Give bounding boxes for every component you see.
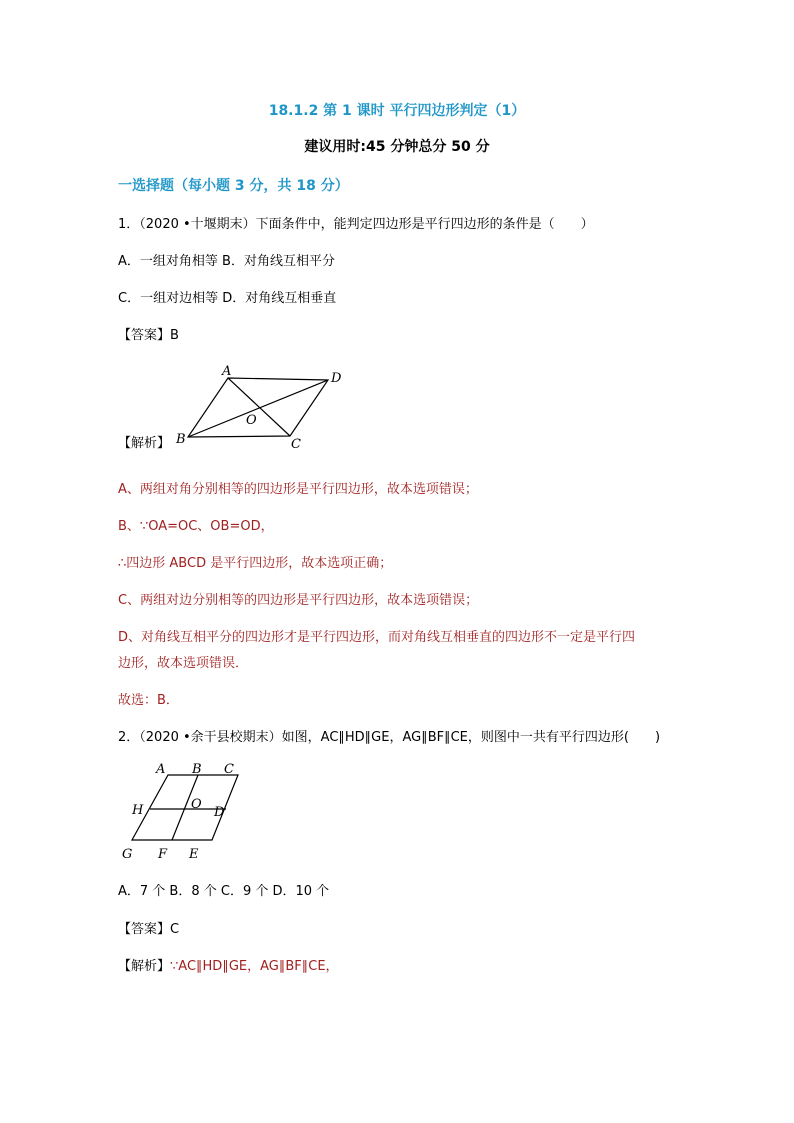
q1-options-line2: C．一组对边相等 D．对角线互相垂直 bbox=[118, 291, 337, 306]
q1-label-a: A bbox=[222, 364, 232, 379]
q2-options: A．7 个 B．8 个 C．9 个 D．10 个 bbox=[118, 884, 330, 899]
q1-analysis-line: A、两组对角分别相等的四边形是平行四边形，故本选项错误； bbox=[118, 482, 478, 497]
q2-label-d: D bbox=[214, 805, 225, 820]
q1-label-b: B bbox=[176, 432, 186, 447]
q1-options-line1: A．一组对角相等 B．对角线互相平分 bbox=[118, 254, 335, 269]
q1-label-c: C bbox=[291, 437, 301, 452]
q2-label-a: A bbox=[156, 762, 166, 777]
q1-analysis-line: C、两组对边分别相等的四边形是平行四边形，故本选项错误； bbox=[118, 593, 479, 608]
q1-answer-value: B bbox=[170, 328, 179, 343]
q2-label-g: G bbox=[122, 847, 133, 862]
q1-answer bbox=[118, 324, 179, 343]
q2-grid-figure bbox=[118, 758, 258, 868]
q1-analysis-line: D、对角线互相平分的四边形才是平行四边形，而对角线互相垂直的四边形不一定是平行四 bbox=[118, 630, 636, 645]
q1-analysis-line: 边形，故本选项错误． bbox=[118, 656, 249, 671]
q2-answer-label: 【答案】 bbox=[118, 922, 171, 937]
q2-label-b: B bbox=[192, 762, 202, 777]
q1-analysis-line: ∴四边形 ABCD 是平行四边形，故本选项正确； bbox=[118, 556, 393, 571]
q2-analysis-label: 【解析】 bbox=[118, 959, 171, 974]
q2-analysis bbox=[118, 955, 339, 974]
q2-label-c: C bbox=[224, 762, 234, 777]
q2-answer-value: C bbox=[170, 922, 180, 937]
q1-conclusion: 故选：B． bbox=[118, 693, 179, 708]
q2-label-f: F bbox=[158, 847, 168, 862]
q2-stem: 2．（2020 •余干县校期末）如图，AC∥HD∥GE，AG∥BF∥CE，则图中一共有平行四边形( ) bbox=[118, 730, 661, 745]
q2-answer bbox=[118, 918, 179, 937]
q1-analysis-label: 【解析】 bbox=[118, 436, 171, 451]
q2-label-h: H bbox=[132, 803, 144, 818]
q1-answer-label: 【答案】 bbox=[118, 328, 171, 343]
q1-label-d: D bbox=[331, 371, 342, 386]
q2-analysis-first: ∵AC∥HD∥GE，AG∥BF∥CE， bbox=[170, 959, 339, 974]
page-subtitle: 建议用时:45 分钟总分 50 分 bbox=[304, 139, 490, 155]
q1-diagonal-ac bbox=[228, 378, 290, 436]
q1-diagonal-bd bbox=[188, 380, 328, 437]
section-heading: 一选择题（每小题 3 分，共 18 分） bbox=[118, 178, 349, 194]
q1-label-o: O bbox=[246, 413, 257, 428]
q2-label-o: O bbox=[191, 797, 202, 812]
page-title: 18.1.2 第 1 课时 平行四边形判定（1） bbox=[268, 103, 526, 119]
q1-analysis-line: B、∵OA=OC、OB=OD， bbox=[118, 519, 274, 534]
q2-label-e: E bbox=[189, 847, 199, 862]
q1-stem: 1．（2020 •十堰期末）下面条件中，能判定四边形是平行四边形的条件是（ ） bbox=[118, 217, 594, 232]
